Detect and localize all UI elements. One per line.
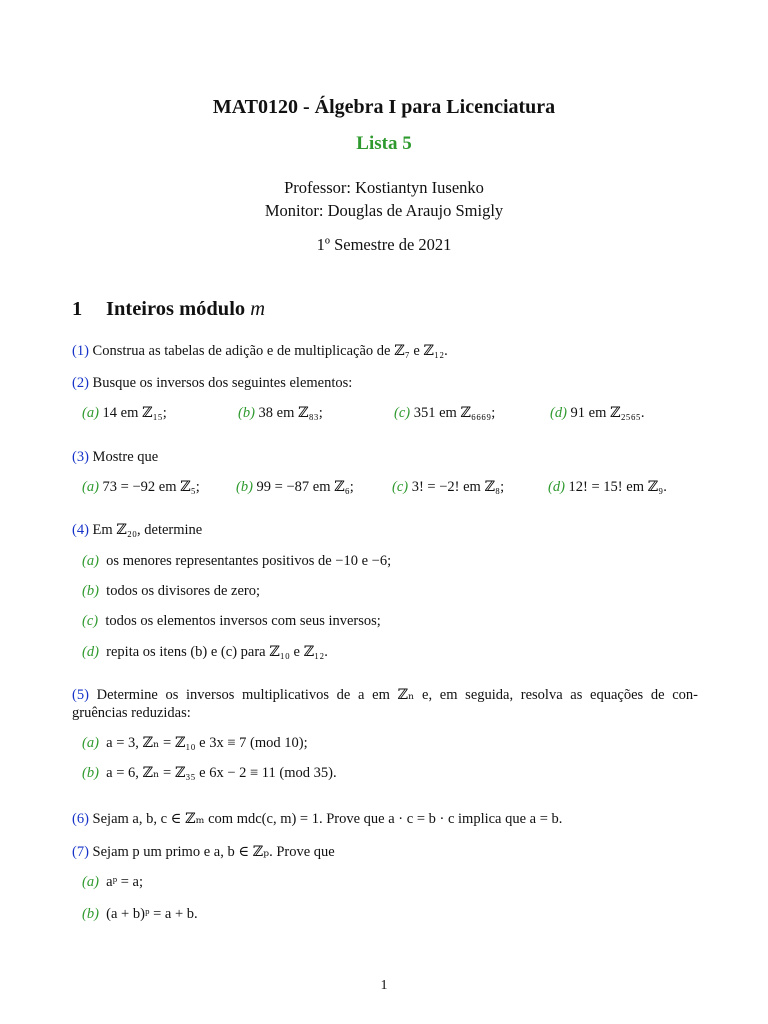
question-1 (72, 342, 448, 360)
item-text: 12! = 15! em ℤ₉. (568, 479, 667, 495)
document-subtitle: Lista 5 (356, 133, 412, 154)
question-number: (7) (72, 844, 89, 860)
list-item (82, 612, 381, 630)
semester-line: 1º Semestre de 2021 (316, 235, 452, 254)
section-number: 1 (72, 298, 83, 320)
item-text: os menores representantes positivos de −10 e −6; (106, 553, 392, 569)
question-5 (72, 686, 698, 704)
question-text: Busque os inversos dos seguintes elementos: (92, 375, 353, 391)
item-text: 38 em ℤ₈₃; (258, 405, 323, 421)
item-label: (a) (82, 874, 99, 890)
list-item (548, 478, 667, 496)
question-text: Determine os inversos multiplicativos de a em ℤₙ e, em seguida, resolva as equações de con- (96, 687, 698, 703)
list-item (82, 764, 337, 782)
item-label: (b) (82, 765, 99, 781)
item-text: repita os itens (b) e (c) para ℤ₁₀ e ℤ₁₂. (106, 644, 328, 660)
list-item (82, 873, 143, 891)
item-text: 73 = −92 em ℤ₅; (102, 479, 200, 495)
item-label: (a) (82, 405, 99, 421)
item-label: (d) (550, 405, 567, 421)
question-text: Mostre que (92, 449, 159, 465)
item-label: (c) (392, 479, 409, 495)
list-item (82, 478, 200, 496)
list-item (82, 643, 328, 661)
question-text: Sejam a, b, c ∈ ℤₘ com mdc(c, m) = 1. Prove que a · c = b · c implica que a = b. (92, 811, 563, 827)
list-item (236, 478, 354, 496)
item-label: (c) (394, 405, 411, 421)
item-label: (b) (236, 479, 253, 495)
question-3 (72, 448, 158, 466)
item-text: (a + b)ᵖ = a + b. (106, 906, 198, 922)
section-variable: m (250, 298, 266, 320)
question-number: (2) (72, 375, 89, 391)
item-text: 14 em ℤ₁₅; (102, 405, 167, 421)
list-item (82, 552, 391, 570)
list-item (82, 905, 198, 923)
list-item (82, 582, 260, 600)
item-text: a = 3, ℤₙ = ℤ₁₀ e 3x ≡ 7 (mod 10); (106, 735, 308, 751)
item-text: 3! = −2! em ℤ₈; (411, 479, 505, 495)
page-number: 1 (380, 978, 388, 993)
question-5-continued: gruências reduzidas: (72, 705, 191, 721)
question-2 (72, 374, 352, 392)
item-label: (a) (82, 479, 99, 495)
item-label: (a) (82, 553, 99, 569)
question-text: Em ℤ₂₀, determine (92, 522, 203, 538)
item-label: (c) (82, 613, 99, 629)
item-text: 351 em ℤ₆₆₆₉; (413, 405, 496, 421)
list-item (392, 478, 504, 496)
item-text: 91 em ℤ₂₅₆₅. (570, 405, 645, 421)
question-number: (6) (72, 811, 89, 827)
question-4 (72, 521, 202, 539)
document-title: MAT0120 - Álgebra I para Licenciatura (212, 96, 556, 118)
section-heading (72, 298, 265, 321)
list-item (238, 404, 323, 422)
list-item (550, 404, 644, 422)
question-number: (3) (72, 449, 89, 465)
monitor-line: Monitor: Douglas de Araujo Smigly (264, 201, 504, 220)
question-text: Construa as tabelas de adição e de multiplicação de ℤ₇ e ℤ₁₂. (92, 343, 448, 359)
list-item (82, 404, 167, 422)
list-item (394, 404, 495, 422)
item-label: (b) (238, 405, 255, 421)
item-label: (b) (82, 906, 99, 922)
question-text: Sejam p um primo e a, b ∈ ℤₚ. Prove que (92, 844, 335, 860)
question-number: (1) (72, 343, 89, 359)
item-text: 99 = −87 em ℤ₆; (256, 479, 354, 495)
item-text: todos os divisores de zero; (106, 583, 261, 599)
list-item (82, 734, 308, 752)
question-6 (72, 810, 562, 828)
item-text: todos os elementos inversos com seus inversos; (105, 613, 381, 629)
professor-line: Professor: Kostiantyn Iusenko (284, 178, 484, 197)
item-label: (a) (82, 735, 99, 751)
item-text: a = 6, ℤₙ = ℤ₃₅ e 6x − 2 ≡ 11 (mod 35). (106, 765, 337, 781)
question-7 (72, 843, 335, 861)
question-number: (4) (72, 522, 89, 538)
item-label: (d) (548, 479, 565, 495)
question-number: (5) (72, 687, 89, 703)
item-label: (b) (82, 583, 99, 599)
item-text: aᵖ = a; (106, 874, 144, 890)
item-label: (d) (82, 644, 99, 660)
section-title: Inteiros módulo (106, 298, 246, 320)
